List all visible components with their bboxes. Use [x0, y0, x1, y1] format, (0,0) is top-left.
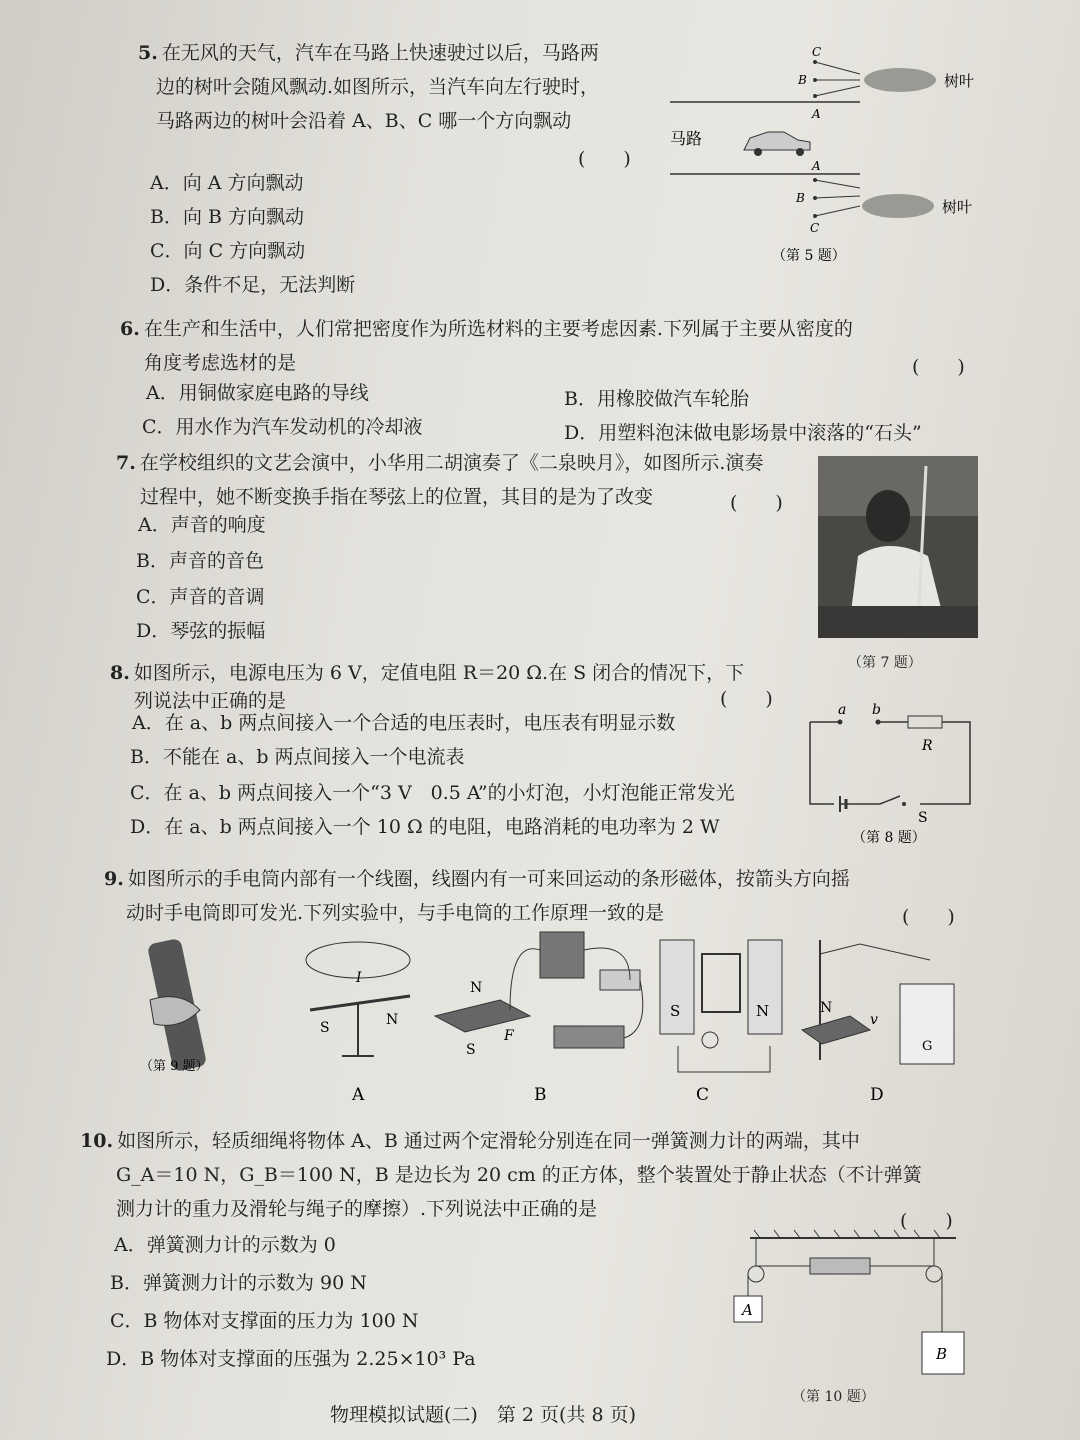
question-8-number: 8. [110, 662, 130, 684]
experiment-b-figure [435, 932, 643, 1105]
figure-5-caption: （第 5 题） [772, 248, 846, 264]
experiment-a-figure [306, 942, 410, 1105]
pulley-right-icon [926, 1266, 942, 1282]
resistor-icon [908, 716, 942, 728]
option-b-figure-label: B [534, 1085, 547, 1105]
experiment-d-figure [802, 940, 954, 1105]
question-7-answer-blank: ( ) [730, 492, 783, 514]
fig9b-s-label: S [466, 1042, 476, 1058]
question-10-option-b: B．弹簧测力计的示数为 90 N [110, 1272, 367, 1294]
battery-icon [540, 932, 584, 978]
fig9d-velocity-label: v [870, 1012, 878, 1028]
figure-9-caption: （第 9 题） [140, 1059, 209, 1074]
fig9b-n-label: N [470, 980, 483, 996]
fig10-block-a-label: A [742, 1301, 753, 1319]
question-7-number: 7. [116, 452, 136, 474]
question-10-line1 [80, 1124, 980, 1158]
question-5-number: 5. [138, 42, 158, 64]
fig5-road-label: 马路 [670, 129, 703, 148]
question-5 [138, 36, 678, 138]
question-6-option-a: A．用铜做家庭电路的导线 [146, 382, 369, 404]
question-6 [120, 312, 980, 380]
question-6-option-b: B．用橡胶做汽车轮胎 [564, 388, 749, 410]
question-10-line3: 测力计的重力及滑轮与绳子的摩擦）.下列说法中正确的是 [116, 1198, 598, 1220]
question-6-answer-blank: ( ) [912, 356, 965, 378]
question-10-option-c: C．B 物体对支撑面的压力为 100 N [110, 1310, 419, 1332]
question-5-option-b: B．向 B 方向飘动 [150, 206, 305, 228]
question-10-text: 如图所示，轻质细绳将物体 A、B 通过两个定滑轮分别连在同一弹簧测力计的两端，其中 [117, 1130, 860, 1152]
pulley-left-icon [748, 1266, 764, 1282]
fig5-leaf-label-upper: 树叶 [944, 72, 975, 90]
switch-icon [600, 970, 640, 990]
option-a-figure-label: A [352, 1085, 365, 1105]
question-10-option-d: D．B 物体对支撑面的压强为 2.25×10³ Pa [106, 1348, 476, 1370]
fig9c-s-label: S [670, 1002, 681, 1020]
experiment-c-figure [660, 940, 782, 1105]
question-8-option-b: B．不能在 a、b 两点间接入一个电流表 [130, 746, 465, 768]
question-10-line2: G_A＝10 N，G_B＝100 N，B 是边长为 20 cm 的正方体，整个装置处于静止状态（不计弹簧 [116, 1164, 922, 1186]
flashlight-figure [140, 938, 209, 1074]
question-5-option-d: D．条件不足，无法判断 [150, 274, 356, 296]
fig9c-n-label: N [756, 1002, 770, 1020]
fig8-resistor-label: R [922, 738, 933, 754]
question-7-text: 在学校组织的文艺会演中，小华用二胡演奏了《二泉映月》，如图所示.演奏 [139, 452, 764, 474]
option-d-figure-label: D [870, 1085, 884, 1105]
leaf-icon-lower [862, 194, 934, 218]
question-10 [80, 1124, 980, 1226]
question-5-option-a: A．向 A 方向飘动 [150, 172, 304, 194]
question-6-option-d: D．用塑料泡沫做电影场景中滚落的“石头” [564, 422, 922, 444]
question-6-number: 6. [120, 318, 140, 340]
question-5-text: 在无风的天气，汽车在马路上快速驶过以后，马路两 [161, 42, 599, 64]
figure-10-caption: （第 10 题） [792, 1389, 875, 1405]
fig5-label-a-upper: A [812, 107, 821, 121]
question-8-answer-blank: ( ) [720, 688, 773, 710]
fig9b-force-label: F [504, 1028, 514, 1044]
question-5-line3: 马路两边的树叶会沿着 A、B、C 哪一个方向飘动 [156, 110, 572, 132]
question-5-option-c: C．向 C 方向飘动 [150, 240, 306, 262]
fig9d-n-label: N [820, 1000, 833, 1016]
question-7-option-d: D．琴弦的振幅 [136, 620, 266, 642]
question-10-number: 10. [80, 1130, 114, 1152]
question-9-line2: 动时手电筒即可发光.下列实验中，与手电筒的工作原理一致的是 [126, 902, 665, 924]
fig8-point-b: b [872, 702, 881, 718]
option-c-figure-label: C [696, 1085, 710, 1105]
fig5-label-b-upper: B [798, 73, 807, 87]
fig8-point-a: a [838, 702, 847, 718]
leaf-icon-upper [864, 68, 936, 92]
question-5-answer-blank: ( ) [578, 148, 631, 170]
question-6-line2: 角度考虑选材的是 [144, 352, 297, 374]
question-9-line1 [104, 862, 984, 896]
fig10-block-b-label: B [936, 1345, 948, 1363]
question-9-number: 9. [104, 868, 124, 890]
performer-head [866, 490, 910, 542]
rheostat-icon [554, 1026, 624, 1048]
question-8-line1 [110, 656, 810, 690]
question-7-line1 [116, 446, 816, 480]
fig9a-s-label: S [320, 1020, 330, 1036]
fig9d-g-label: G [922, 1039, 933, 1054]
question-7 [116, 446, 816, 514]
fig5-label-a-lower: A [812, 159, 821, 173]
coil-icon [702, 954, 740, 1012]
question-6-line1 [120, 312, 980, 346]
question-8-option-d: D．在 a、b 两点间接入一个 10 Ω 的电阻，电路消耗的电功率为 2 W [130, 816, 720, 838]
fig5-label-b-lower: B [796, 191, 805, 205]
figure-7-caption: （第 7 题） [848, 655, 922, 671]
erhu-photo [818, 456, 978, 638]
page-footer: 物理模拟试题(二) 第 2 页(共 8 页) [330, 1404, 636, 1426]
question-9-answer-blank: ( ) [902, 906, 955, 928]
question-7-line2: 过程中，她不断变换手指在琴弦上的位置，其目的是为了改变 [140, 486, 654, 508]
question-10-figure [720, 1226, 970, 1396]
question-10-answer-blank: ( ) [900, 1210, 953, 1232]
figure-8-caption: （第 8 题） [852, 830, 926, 846]
question-7-option-a: A．声音的响度 [138, 514, 266, 536]
question-7-option-c: C．声音的音调 [136, 586, 265, 608]
fig5-label-c-lower: C [810, 221, 820, 235]
question-9-text: 如图所示的手电筒内部有一个线圈，线圈内有一可来回运动的条形磁体，按箭头方向摇 [127, 868, 850, 890]
question-9-figures [130, 920, 970, 1120]
question-10-option-a: A．弹簧测力计的示数为 0 [114, 1234, 336, 1256]
fig8-switch-label: S [918, 810, 928, 826]
question-5-figure [660, 40, 990, 270]
fig9a-n-label: N [386, 1012, 399, 1028]
spring-scale-icon [810, 1258, 870, 1274]
question-8 [110, 656, 810, 712]
car-icon [744, 132, 810, 150]
question-8-option-c: C．在 a、b 两点间接入一个“3 V 0.5 A”的小灯泡，小灯泡能正常发光 [130, 782, 735, 804]
fig5-leaf-label-lower: 树叶 [942, 198, 973, 216]
question-6-text: 在生产和生活中，人们常把密度作为所选材料的主要考虑因素.下列属于主要从密度的 [143, 318, 853, 340]
question-5-line1 [138, 36, 678, 70]
question-5-line2: 边的树叶会随风飘动.如图所示，当汽车向左行驶时， [156, 76, 600, 98]
question-8-circuit [800, 700, 980, 850]
fig9a-current-label: I [356, 970, 362, 986]
question-8-line2: 列说法中正确的是 [134, 690, 287, 712]
question-8-text: 如图所示，电源电压为 6 V，定值电阻 R＝20 Ω.在 S 闭合的情况下，下 [133, 662, 745, 684]
question-6-option-c: C．用水作为汽车发动机的冷却液 [142, 416, 423, 438]
question-8-option-a: A．在 a、b 两点间接入一个合适的电压表时，电压表有明显示数 [132, 712, 676, 734]
fig5-label-c-upper: C [812, 45, 822, 59]
question-7-option-b: B．声音的音色 [136, 550, 264, 572]
